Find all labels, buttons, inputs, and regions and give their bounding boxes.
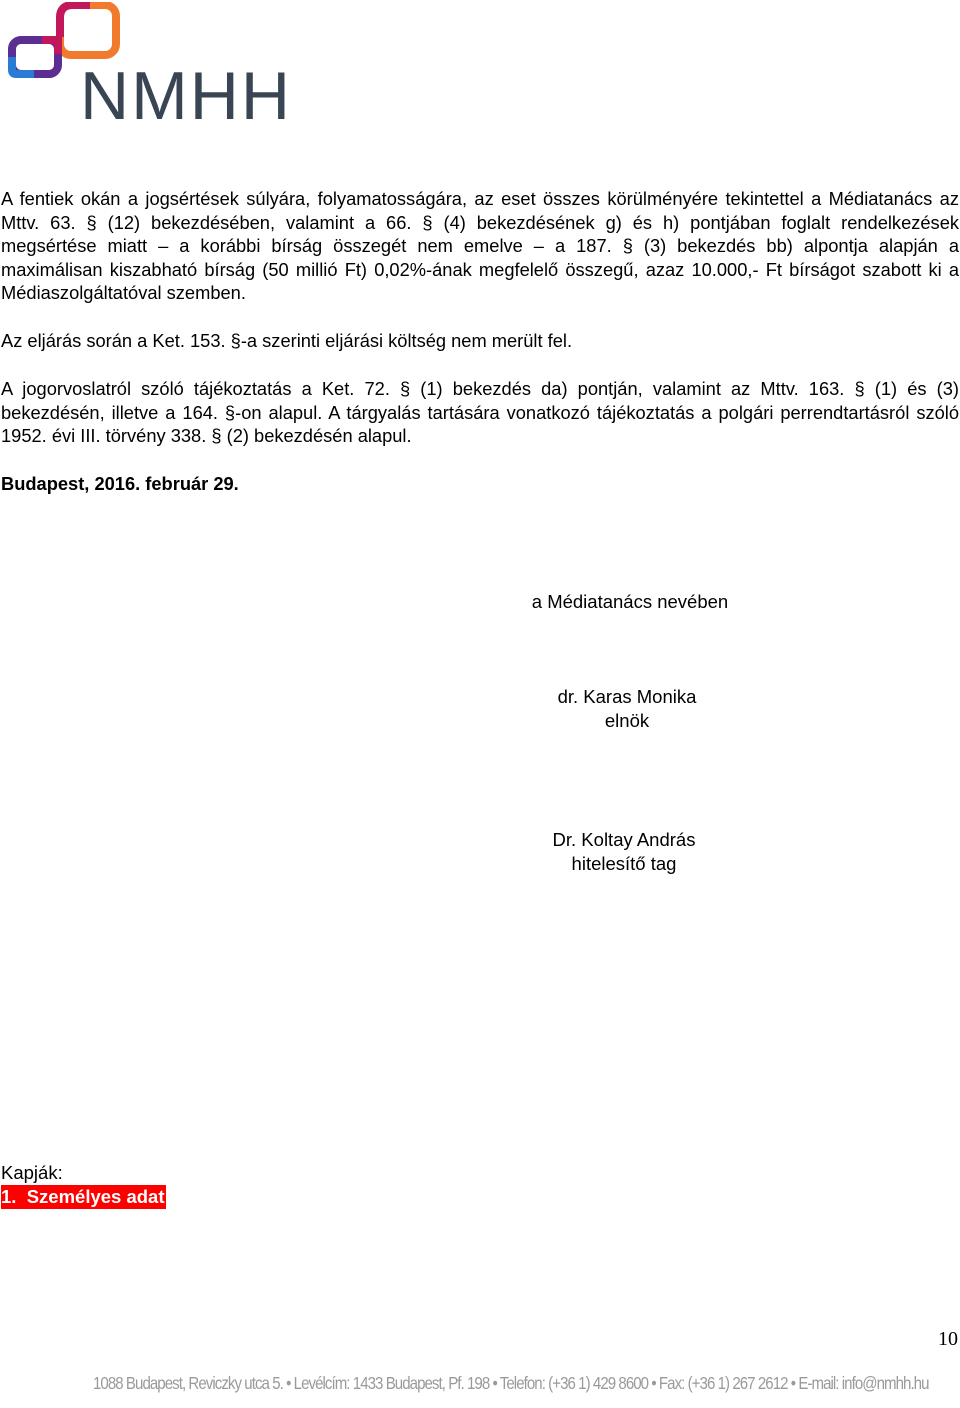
- date-line: Budapest, 2016. február 29.: [1, 473, 239, 494]
- nmhh-logo: [4, 2, 304, 134]
- authenticator-name: Dr. Koltay András: [552, 829, 696, 850]
- authenticator-role: hitelesítő tag: [571, 853, 677, 874]
- paragraph-legal-remedy: A jogorvoslatról szóló tájékoztatás a Ket. 72. § (1) bekezdés da) pontján, valamint az Mttv. 163. § (1) és (3) bekezdésén, illetve a 164. §-on alapul. A tárgyalás tartására vonatkozó tájékoztatás a polgári perrendtartásról szóló 1952. évi III. törvény 338. § (2) bekezdésén alapul.: [1, 378, 959, 446]
- page-number: 10: [938, 1328, 958, 1350]
- paragraph-penalty: A fentiek okán a jogsértések súlyára, folyamatosságára, az eset összes körülményére tekintettel a Médiatanács az Mttv. 63. § (12) bekezdésében, valamint a 66. § (4) bekezdésének g) és h) pontjában foglalt rendelkezések megsértése miatt – a korábbi bírság összegét nem emelve – a 187. § (3) bekezdés bb) alpontja alapján a maximálisan kiszabható bírság (50 millió Ft) 0,02%-ának megfelelő összegű, azaz 10.000,- Ft bírságot szabott ki a Médiaszolgáltatóval szemben.: [1, 188, 959, 303]
- on-behalf-line: a Médiatanács nevében: [531, 591, 729, 612]
- distribution-label: Kapják:: [1, 1162, 63, 1183]
- logo-wordmark: NMHH: [80, 58, 292, 134]
- chair-name: dr. Karas Monika: [557, 686, 697, 707]
- signature-chair: [427, 685, 827, 733]
- chair-role: elnök: [604, 710, 650, 731]
- footer-contact: 1088 Budapest, Reviczky utca 5. • Levélcím: 1433 Budapest, Pf. 198 • Telefon: (+36 1) 429 8600 • Fax: (+36 1) 267 2612 • E-mail: info@nmhh.hu: [93, 1373, 929, 1393]
- signature-authenticator: [424, 828, 824, 876]
- paragraph-costs: Az eljárás során a Ket. 153. §-a szerinti eljárási költség nem merült fel.: [1, 330, 573, 351]
- redacted-recipient: 1. Személyes adat: [1, 1186, 165, 1207]
